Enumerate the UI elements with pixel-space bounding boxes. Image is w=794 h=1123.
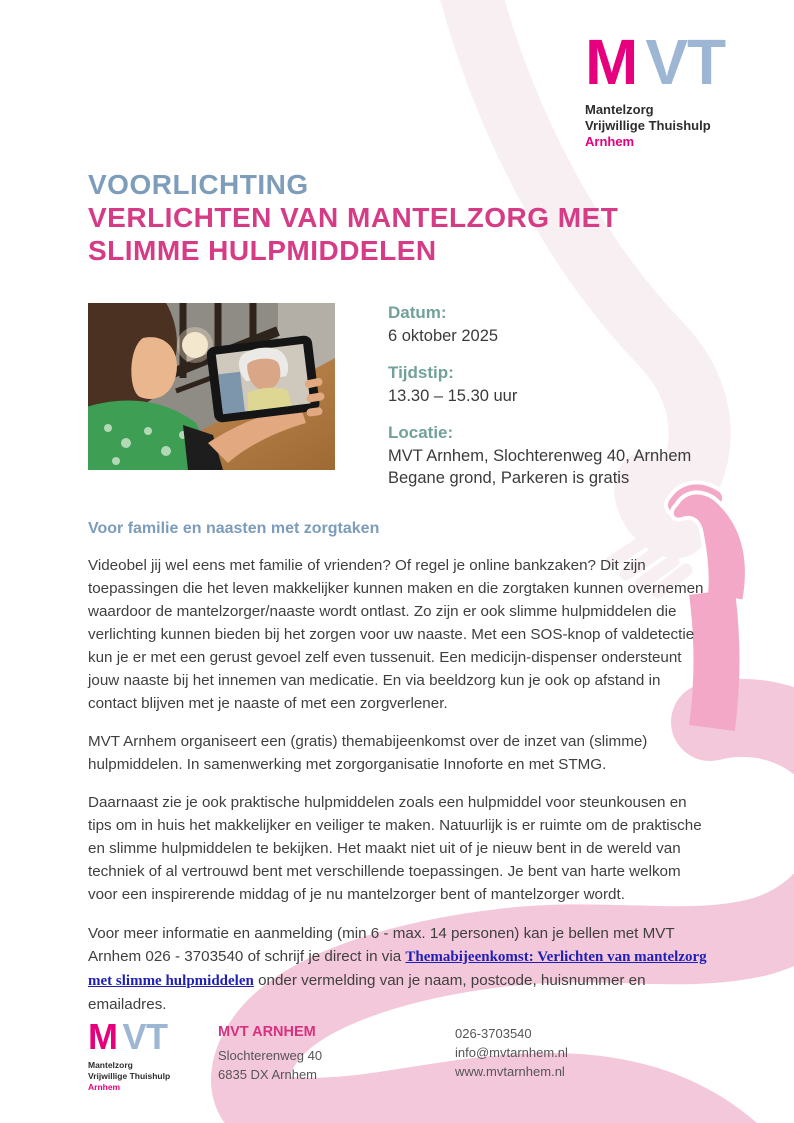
footer-logo-letters-vt: VT (122, 1016, 168, 1057)
time-label: Tijdstip: (388, 363, 454, 382)
time-value: 13.30 – 15.30 uur (388, 387, 518, 405)
photo-holding-fingers (304, 377, 325, 417)
body-text (88, 520, 710, 1031)
photo-tablet (206, 335, 320, 423)
paragraph-4-pre: Voor meer informatie en aanmelding (min 6 - max. 14 personen) kan je bellen met MVT Arnhem 026 - 3703540 of schrijf je direct in via (88, 924, 675, 965)
registration-link[interactable]: Themabijeenkomst: Verlichten van mantelzorg met slimme hulpmiddelen (88, 948, 707, 989)
date-value: 6 oktober 2025 (388, 327, 499, 345)
logo-subtext-line1: Mantelzorg (585, 102, 654, 117)
title-eyebrow: VOORLICHTING (88, 169, 309, 200)
footer-logo-subtext (88, 1060, 218, 1093)
header-logo (585, 26, 755, 150)
location-label: Locatie: (388, 423, 454, 442)
location-line1: MVT Arnhem, Slochterenweg 40, Arnhem (388, 447, 692, 465)
footer-contact-block (455, 1024, 675, 1081)
location-line2: Begane grond, Parkeren is gratis (388, 469, 630, 487)
logo-subtext-line2: Vrijwillige Thuishulp (585, 118, 711, 133)
event-time-group (388, 363, 718, 407)
footer-logo-letter-m: M (88, 1016, 118, 1057)
logo-city: Arnhem (585, 134, 635, 149)
footer-address-block (218, 1024, 418, 1084)
title-block (88, 168, 728, 267)
footer-phone: 026-3703540 (455, 1026, 532, 1041)
paragraph-4-post: onder vermelding van je naam, postcode, huisnummer en emailadres. (88, 971, 646, 1013)
footer-address-line1: Slochterenweg 40 (218, 1048, 323, 1063)
footer-logo-subtext-line1: Mantelzorg (88, 1060, 133, 1070)
footer-org-name: MVT ARNHEM (218, 1024, 316, 1040)
footer-logo-city: Arnhem (88, 1082, 121, 1092)
event-info (388, 303, 718, 505)
logo-wordmark (585, 26, 755, 98)
event-location-group (388, 423, 718, 489)
footer-website: www.mvtarnhem.nl (455, 1064, 565, 1079)
paragraph-1: Videobel jij wel eens met familie of vrienden? Of regel je online bankzaken? Dit zijn toepassingen die het leven makkelijker kunnen maken en die zorgtaken kunnen overnemen waardoor de mantelzorger/naaste wordt ontlast. Zo zijn er ook slimme hulpmiddelen die verlichting kunnen bieden bij het zorgen voor uw naaste. Met een SOS-knop of valdetectie kun je er met een gerust gevoel zelf even tussenuit. Een medicijn-dispenser ondersteunt jouw naaste bij het innemen van medicatie. En via beeldzorg kun je ook op afstand in contact blijven met je naaste of met een zorgverlener. (88, 557, 704, 712)
footer-address-line2: 6835 DX Arnhem (218, 1067, 318, 1082)
photo-videocall (88, 303, 335, 470)
section-heading: Voor familie en naasten met zorgtaken (88, 520, 380, 537)
logo-letter-m: M (585, 26, 638, 98)
logo-letters-vt: VT (645, 26, 726, 98)
paragraph-2: MVT Arnhem organiseert een (gratis) themabijeenkomst over de inzet van (slimme) hulpmiddelen. In samenwerking met zorgorganisatie Innoforte en met STMG. (88, 733, 648, 774)
logo-subtext (585, 102, 755, 150)
footer-logo-subtext-line2: Vrijwillige Thuishulp (88, 1071, 171, 1081)
paragraph-4 (88, 922, 710, 1016)
footer-email: info@mvtarnhem.nl (455, 1045, 568, 1060)
paragraph-3: Daarnaast zie je ook praktische hulpmiddelen zoals een hulpmiddel voor steunkousen en tips om in huis het makkelijker en veiliger te maken. Natuurlijk is er ruimte om de praktische en slimme hulpmiddelen te bekijken. Het maakt niet uit of je nieuw bent in de wereld van techniek of al vertrouwd bent met verschillende toepassingen. Je bent van harte welkom voor een inspirerende middag of je nu mantelzorger bent of mantelzorger wordt. (88, 794, 702, 904)
footer-logo (88, 1018, 218, 1093)
date-label: Datum: (388, 303, 447, 322)
event-date-group (388, 303, 718, 347)
footer-logo-wordmark (88, 1018, 218, 1056)
page-title: VERLICHTEN VAN MANTELZORG MET SLIMME HULPMIDDELEN (88, 202, 619, 266)
